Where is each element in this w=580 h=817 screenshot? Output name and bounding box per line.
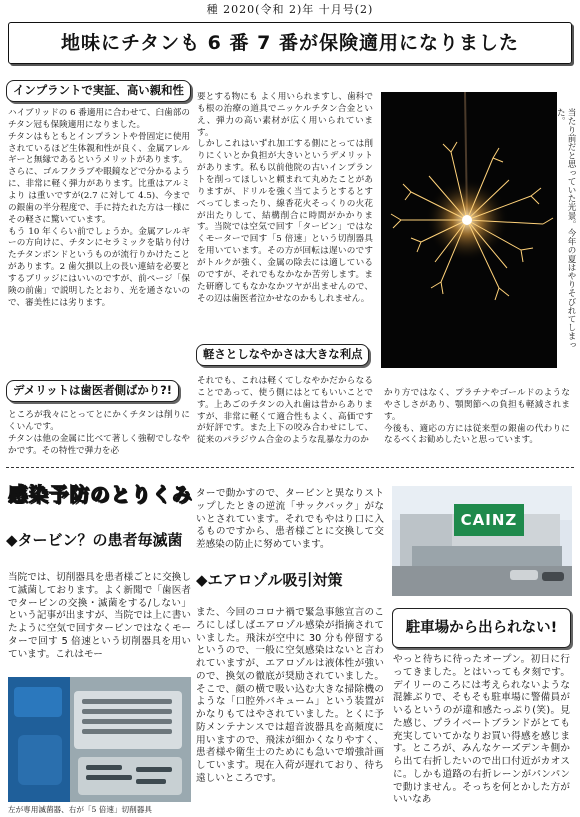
demerit-heading: デメリットは歯医者側ばかり?! (6, 380, 179, 402)
implant-column-2 (197, 92, 373, 305)
turbine-text-continued: ターで動かすので、タービンと異なりストップしたときの逆流「サックバック」がないとされています。それでもやはり口に入るものですから、患者様ごとに交換して交差感染の防止に努めています。 (196, 488, 384, 550)
section-divider (6, 467, 574, 468)
light-column-2: それでも、これは軽くてしなやかだからなることであって、使う側にはとてもいいことです。上あごのチタンの入れ歯は昔からありますが、非常に軽くて適合性もよく、高価ですが好評です。また上下の咬み合わせにして、従来のパラジウム合金のような乱暴な力のか (197, 376, 373, 446)
implant-paragraph: チタンはもともとインプラントや骨固定に使用されているほど生体親和性が良く、金属アレルギーと無縁であるというメリットがあります。 (8, 131, 190, 166)
store-photo (392, 486, 572, 596)
parking-heading (392, 608, 571, 648)
parking-heading-text: 駐車場から出られない! (405, 620, 558, 636)
aerosol-heading: ◆エアロゾル吸引対策 (196, 571, 343, 589)
demerit-paragraph: チタンは他の金属に比べて著しく強靭でしなやかです。その特性で弾力を必 (8, 433, 190, 456)
implant-paragraph: 要とする物にも よく用いられますし、歯科でも根の治療の道具でニッケルチタン合金といえ、弾力の高い素材が広く用いられています。 (197, 92, 373, 138)
aerosol-text: また、今回のコロナ禍で緊急事態宣言のころにしばしばエアロゾル感染が指摘されていました。飛沫が空中に 30 分も停留するというので、一般に空気感染はないと言われていますが、エアロゾルは液体性が強いので、換気の徹底が奨励されていました。そこで、顔の横で吸い込む大きな掃除機のような「口腔外バキューム」という装置がかなりもてはやされていました。とくに予防メンテナンスでは超音波器具を高頻度に用いますので、飛沫が細かくなりやすく、患者様や衛生士のためにも急いで増強計画しています。現在入荷が遅れており、待ち遠しいところです。 (196, 607, 384, 784)
demerit-text (8, 410, 190, 457)
implant-paragraph: しかしこれはいずれ加工する側にとっては削りにくいとか負担が大きいというデメリットがあります。私も以前他院の古いインプラントを削ってほしいと頼まれて丸めたことがありますが、ドリルを強く当てようとするとすべってしまったり、線香花火そっくりの火花が出たりして、結構削合に時間がかかります。当院では空気で回す「タービン」ではなくモーターで回す「5 倍速」という切削器具を用いています。その方が回転は遅いのですがトルクが強く、金属の除去には適しているのですが、それでもなかなか苦労します。また研磨してもなかなかツヤが出ませんので、その辺は歯医者泣かせなのかもしれません。 (197, 139, 373, 304)
implant-heading: インプラントで実証、高い親和性 (6, 80, 191, 102)
infection-prevention-title: 感染予防のとりくみ (8, 483, 193, 506)
sparkler-photo (381, 92, 557, 368)
store-sign: CAINZ (460, 511, 518, 529)
turbine-heading: ◆タービン？の患者毎滅菌 (6, 531, 183, 549)
implant-paragraph: ハイブリッドの 6 番適用に合わせて、臼歯部のチタン冠も保険適用になりました。 (8, 108, 190, 130)
implant-paragraph: さらに、ゴルフクラブや眼鏡などで分かるように、非常に軽く弾力があります。比重はアルミより は重いですが(2.7 に対して 4.5)、今までの銀歯の半分程度で、手に持たれた方は一様にその軽さに驚いています。 (8, 167, 190, 225)
sterilizer-illustration (8, 677, 191, 802)
parking-text: やっと待ちに待ったオープン。初日に行ってきました。とはいってもタ刻です。デイリーのころには考えられないような混雑ぶりで、そもそも駐車場に警備員がいるというのが違和感たっぷり(笑)。見た感じ、プライベートブランドがとても充実していてかなりお買い得感を感じます。ところが、みんなケーズデンキ側から出て右折したいので出口付近がカオスに。しかも道路の右折レーンがパンパンで動けません。そっちを何とかした方がいいなあ (393, 654, 570, 806)
sterilizer-caption: 左が専用滅菌器、右が「5 倍速」切削器具 (8, 805, 152, 814)
implant-column-1 (8, 108, 190, 310)
store-illustration (392, 486, 572, 596)
sterilizer-photo (8, 677, 191, 802)
headline-text: 地味にチタンも 6 番 7 番が保険適用になりました (61, 31, 519, 54)
sparkler-illustration (381, 92, 557, 368)
masthead: 種 2020(令和 2)年 十月号(2) (206, 3, 374, 16)
light-column-3: かり方ではなく、プラチナやゴールドのようなやさしさがあり、顎関節への負担も軽減されます。 今後も、適応の方には従来型の銀歯の代わりになるべくお勧めしたいと思っています。 (384, 388, 570, 446)
page-headline (8, 22, 572, 64)
demerit-paragraph: ところが我々にとってとにかくチタンは削りにくいんです。 (8, 410, 190, 432)
turbine-text: 当院では、切削器具を患者様ごとに交換して滅菌しております。よく新聞で「歯医者でタービンの交換・滅菌をする/しない」という記事が出ますが、当院では上に書いたように空気で回すタービンではなくモーターで回す 5 倍速という切削器具を用いています。これはモー (8, 572, 191, 660)
implant-paragraph: もう 10 年くらい前でしょうか。金属アレルギーの方向けに、チタンにセラミックを貼り付けたチタンボンドというものが流行りかけたことがあります。2 歯欠損以上の長い連結を必要とするブリッジにはいいのですが、前ページ「保険の前歯」で説明したとおり、光を通さないので、審美性には劣ります。 (8, 226, 190, 308)
light-heading: 軽さとしなやかさは大きな利点 (196, 344, 369, 366)
sparkler-caption: 当たり前だと思っていた光景。今年の夏はやりそびれてしまった。 (555, 108, 576, 349)
